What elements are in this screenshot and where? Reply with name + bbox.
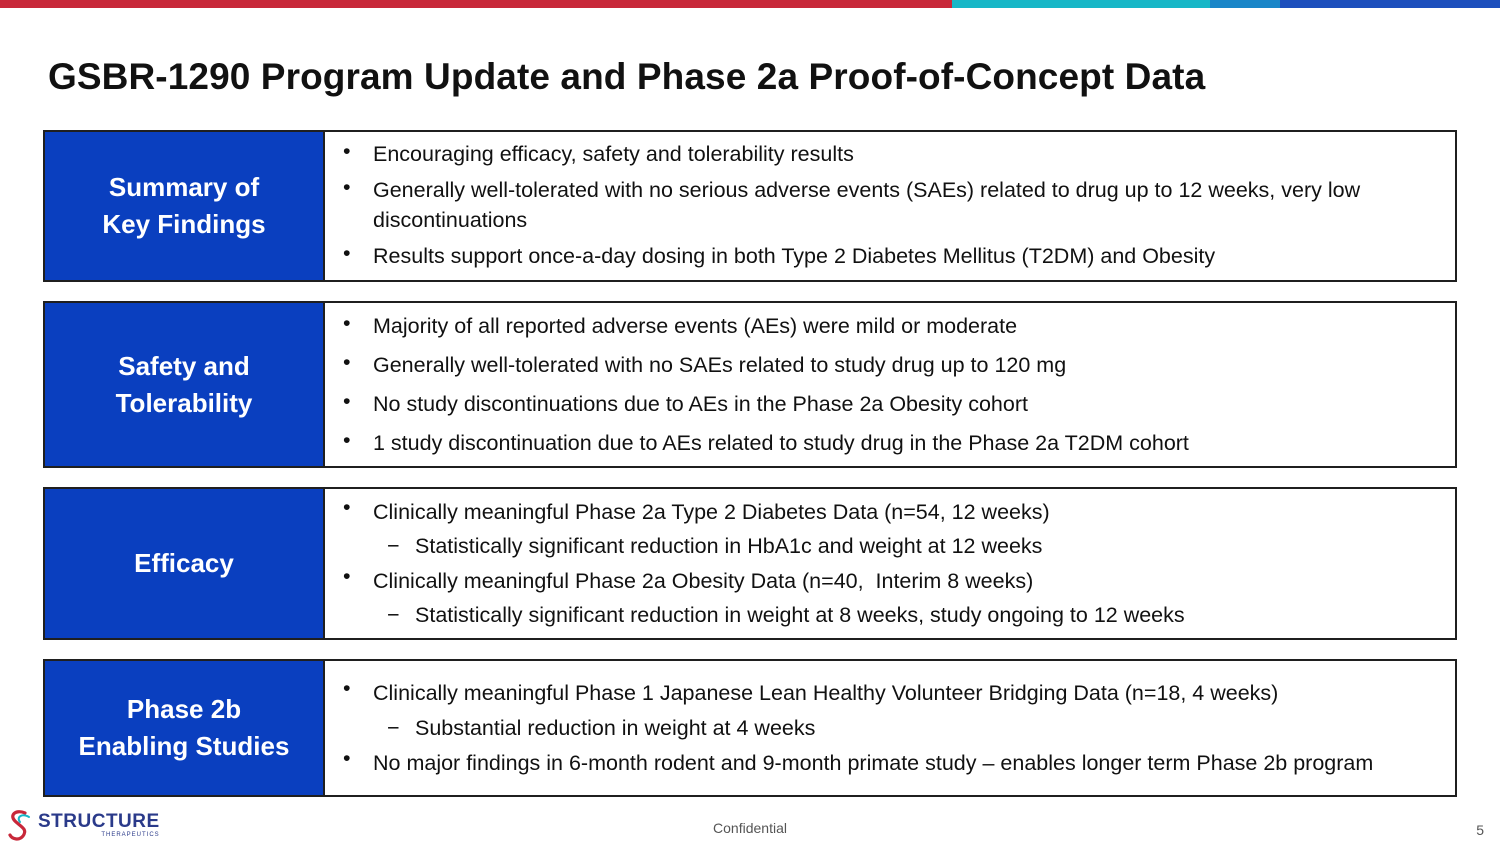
bullet-item [339,311,1455,341]
bullet-text: Clinically meaningful Phase 1 Japanese Lean Healthy Volunteer Bridging Data (n=18, 4 weeks) [373,680,1279,705]
bullet-item [339,241,1455,271]
page-number: 5 [1476,822,1484,838]
bullet-mark: • [343,349,351,374]
section-content [325,132,1455,280]
top-accent-bar [0,0,1500,8]
bullet-item [339,676,1455,711]
bullet-text: Clinically meaningful Phase 2a Obesity Data (n=40, Interim 8 weeks) [373,568,1034,593]
section-label-line: Safety and [118,350,250,381]
dash-mark: − [387,603,400,627]
dash-mark: − [387,534,400,558]
bullet-text: Generally well-tolerated with no serious adverse events (SAEs) related to drug up to 12 weeks, very low discontinuations [373,178,1361,232]
bullet-item [339,139,1455,169]
section-label [45,661,325,795]
bullet-mark: • [343,310,351,335]
section-summary [43,130,1457,282]
bullet-mark: • [343,563,351,588]
sub-bullet-item [339,598,1455,633]
accent-bar-red [0,0,952,8]
bullet-mark: • [343,427,351,452]
bullet-item [339,175,1455,235]
section-label-line: Key Findings [102,209,266,239]
bullet-text: Clinically meaningful Phase 2a Type 2 Diabetes Data (n=54, 12 weeks) [373,499,1050,524]
bullet-text: Generally well-tolerated with no SAEs related to study drug up to 120 mg [373,352,1067,377]
sub-bullet-item [339,529,1455,564]
section-efficacy [43,487,1457,640]
bullet-mark: • [343,241,351,265]
bullet-mark: • [343,139,351,163]
section-label [45,489,325,638]
bullet-text: Encouraging efficacy, safety and tolerability results [373,142,854,166]
accent-bar-teal [952,0,1210,8]
section-label-line: Efficacy [134,548,234,578]
bullet-text: No major findings in 6-month rodent and 9-month primate study – enables longer term Phase 2b program [373,750,1374,775]
sub-bullet-text: Statistically significant reduction in weight at 8 weeks, study ongoing to 12 weeks [415,603,1185,627]
section-safety [43,301,1457,468]
section-label-line: Enabling Studies [78,731,290,761]
section-content [325,661,1455,795]
bullet-item [339,350,1455,380]
bullet-item [339,564,1455,599]
slide-title: GSBR-1290 Program Update and Phase 2a Proof-of-Concept Data [48,56,1206,97]
bullet-text: Majority of all reported adverse events (AEs) were mild or moderate [373,313,1018,338]
section-label-line: Summary of [108,172,260,202]
bullet-item [339,389,1455,419]
section-label [45,132,325,280]
section-label-line: Phase 2b [126,694,242,724]
bullet-item [339,495,1455,530]
sub-bullet-text: Substantial reduction in weight at 4 weeks [415,715,816,740]
bullet-mark: • [343,745,351,770]
section-label [45,303,325,466]
dash-mark: − [387,715,400,740]
bullet-mark: • [343,388,351,413]
bullet-item [339,428,1455,458]
sub-bullet-text: Statistically significant reduction in HbA1c and weight at 12 weeks [415,534,1043,558]
accent-bar-blue [1280,0,1500,8]
bullet-item [339,746,1455,781]
logo-subtitle: THERAPEUTICS [101,831,160,838]
bullet-mark: • [343,175,351,199]
accent-bar-mid-blue [1210,0,1280,8]
bullet-mark: • [343,494,351,519]
section-content [325,303,1455,466]
bullet-mark: • [343,675,351,700]
section-content [325,489,1455,638]
section-phase2b [43,659,1457,797]
bullet-text: 1 study discontinuation due to AEs related to study drug in the Phase 2a T2DM cohort [373,430,1189,455]
section-label-line: Tolerability [115,387,253,418]
confidential-label: Confidential [713,820,787,836]
bullet-text: No study discontinuations due to AEs in the Phase 2a Obesity cohort [373,391,1028,416]
logo-wordmark: STRUCTURE [38,810,160,832]
sub-bullet-item [339,711,1455,746]
bullet-text: Results support once-a-day dosing in both Type 2 Diabetes Mellitus (T2DM) and Obesity [373,244,1216,268]
